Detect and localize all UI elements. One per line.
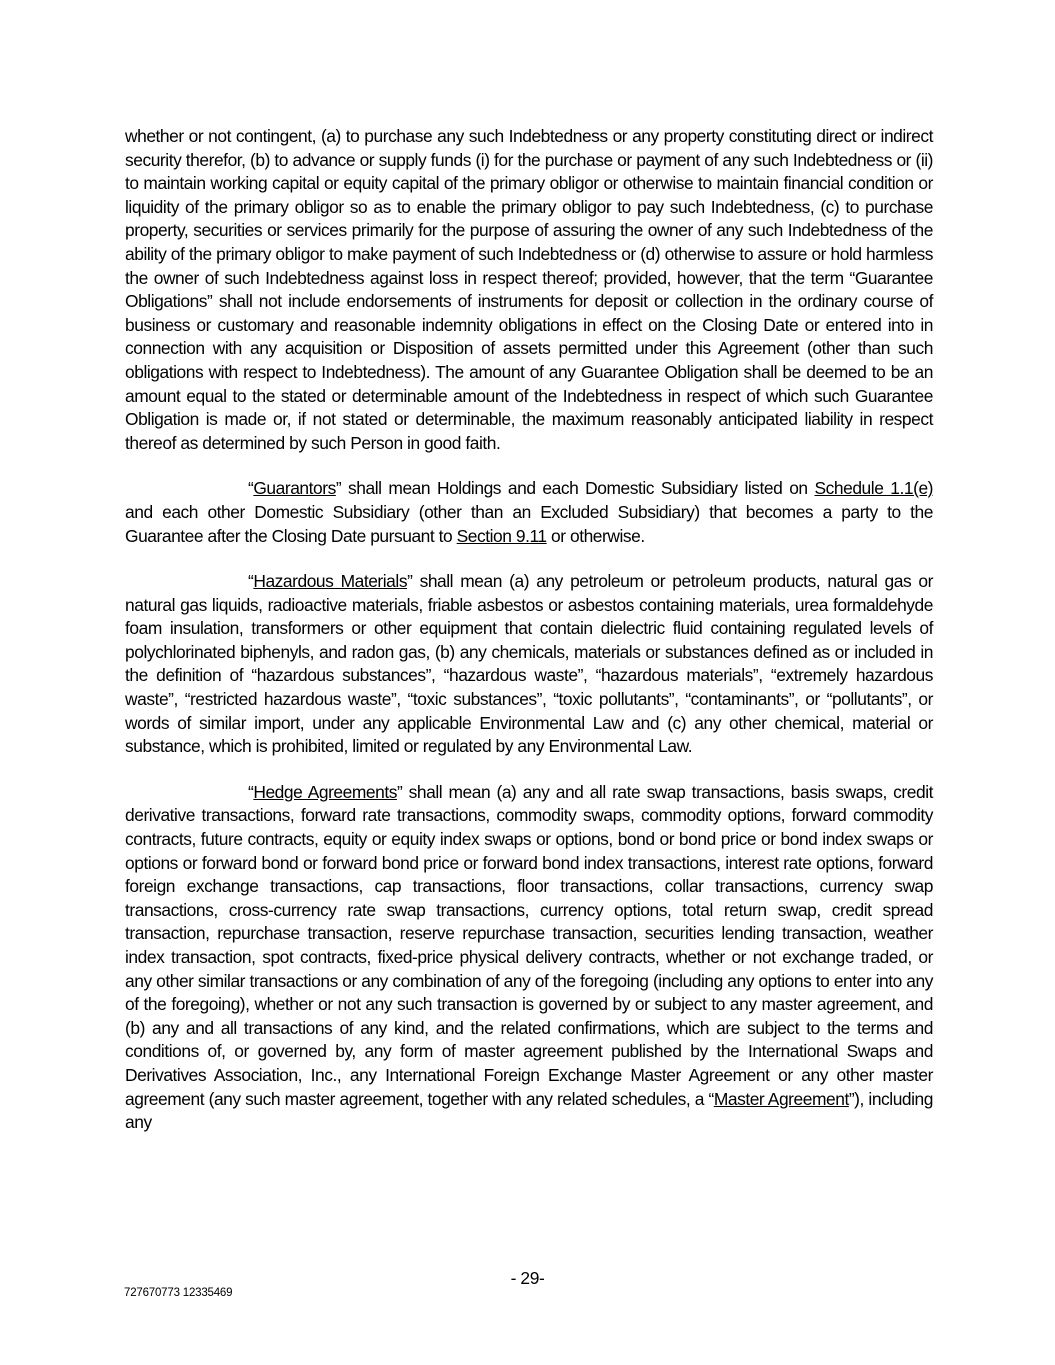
defined-term-master-agreement: Master Agreement: [713, 1088, 849, 1109]
paragraph-guarantee-obligations-continued: whether or not contingent, (a) to purchase any such Indebtedness or any property constituting direct or indirect security therefor, (b) to advance or supply funds (i) for the purchase or payment of any such Indebtedness or (ii) to maintain working capital or equity capital of the primary obligor or otherwise to maintain financial condition or liquidity of the primary obligor so as to enable the primary obligor to pay such Indebtedness, (c) to purchase property, securities or services primarily for the purpose of assuring the owner of any such Indebtedness of the ability of the primary obligor to make payment of such Indebtedness or (d) otherwise to assure or hold harmless the owner of such Indebtedness against loss in respect thereof; provided, however, that the term “Guarantee Obligations” shall not include endorsements of instruments for deposit or collection in the ordinary course of business or customary and reasonable indemnity obligations in effect on the Closing Date or entered into in connection with any acquisition or Disposition of assets permitted under this Agreement (other than such obligations with respect to Indebtedness). The amount of any Guarantee Obligation shall be deemed to be an amount equal to the stated or determinable amount of the Indebtedness in respect of which such Guarantee Obligation is made or, if not stated or determinable, the maximum reasonably anticipated liability in respect thereof as determined by such Person in good faith.: [125, 126, 933, 453]
guarantors-text-1: ” shall mean Holdings and each Domestic Subsidiary listed on: [335, 478, 815, 499]
paragraph-guarantors-definition: [125, 477, 933, 548]
defined-term-hazardous-materials: Hazardous Materials: [253, 571, 408, 592]
document-body: [125, 125, 933, 1157]
guarantors-text-2: and each other Domestic Subsidiary (other than an Excluded Subsidiary) that becomes a party to the Guarantee after the Closing Date pursuant to: [125, 501, 933, 546]
paragraph-hazardous-materials-definition: [125, 570, 933, 759]
open-quote: “: [248, 781, 254, 802]
defined-term-hedge-agreements: Hedge Agreements: [253, 781, 397, 802]
reference-section-9-11: Section 9.11: [456, 525, 547, 546]
page-number: - 29-: [510, 1268, 545, 1288]
paragraph-hedge-agreements-definition: [125, 781, 933, 1135]
defined-term-guarantors: Guarantors: [253, 478, 336, 499]
hedge-agreements-text-2: ”), including any: [125, 1088, 933, 1133]
reference-schedule-1-1-e: Schedule 1.1(e): [814, 478, 934, 499]
hazardous-materials-text: ” shall mean (a) any petroleum or petroleum products, natural gas or natural gas liquids, radioactive materials, friable asbestos or asbestos containing materials, urea formaldehyde foam insulation, transformers or other equipment that contain dielectric fluid containing regulated levels of polychlorinated biphenyls, and radon gas, (b) any chemicals, materials or substances defined as or included in the definition of “hazardous substances”, “hazardous waste”, “hazardous materials”, “extremely hazardous waste”, “restricted hazardous waste”, “toxic substances”, “toxic pollutants”, “contaminants”, or “pollutants”, or words of similar import, under any applicable Environmental Law and (c) any other chemical, material or substance, which is prohibited, limited or regulated by any Environmental Law.: [125, 571, 933, 757]
open-quote: “: [248, 478, 254, 499]
document-id: 727670773 12335469: [124, 1287, 233, 1299]
guarantors-text-3: or otherwise.: [546, 525, 645, 546]
hedge-agreements-text-1: ” shall mean (a) any and all rate swap transactions, basis swaps, credit derivative transactions, forward rate transactions, commodity swaps, commodity options, forward commodity contracts, future contracts, equity or equity index swaps or options, bond or bond price or bond index swaps or options or forward bond or forward bond price or forward bond index transactions, interest rate options, forward foreign exchange transactions, cap transactions, floor transactions, collar transactions, currency swap transactions, cross-currency rate swap transactions, currency options, total return swap, credit spread transaction, repurchase transaction, reserve repurchase transaction, securities lending transaction, weather index transaction, spot contracts, fixed-price physical delivery contracts, whether or not exchange traded, or any other similar transactions or any combination of any of the foregoing (including any options to enter into any of the foregoing), whether or not any such transaction is governed by or subject to any master agreement, and (b) any and all transactions of any kind, and the related confirmations, which are subject to the terms and conditions of, or governed by, any form of master agreement published by the International Swaps and Derivatives Association, Inc., any International Foreign Exchange Master Agreement or any other master agreement (any such master agreement, together with any related schedules, a “: [125, 781, 933, 1109]
open-quote: “: [248, 571, 254, 592]
